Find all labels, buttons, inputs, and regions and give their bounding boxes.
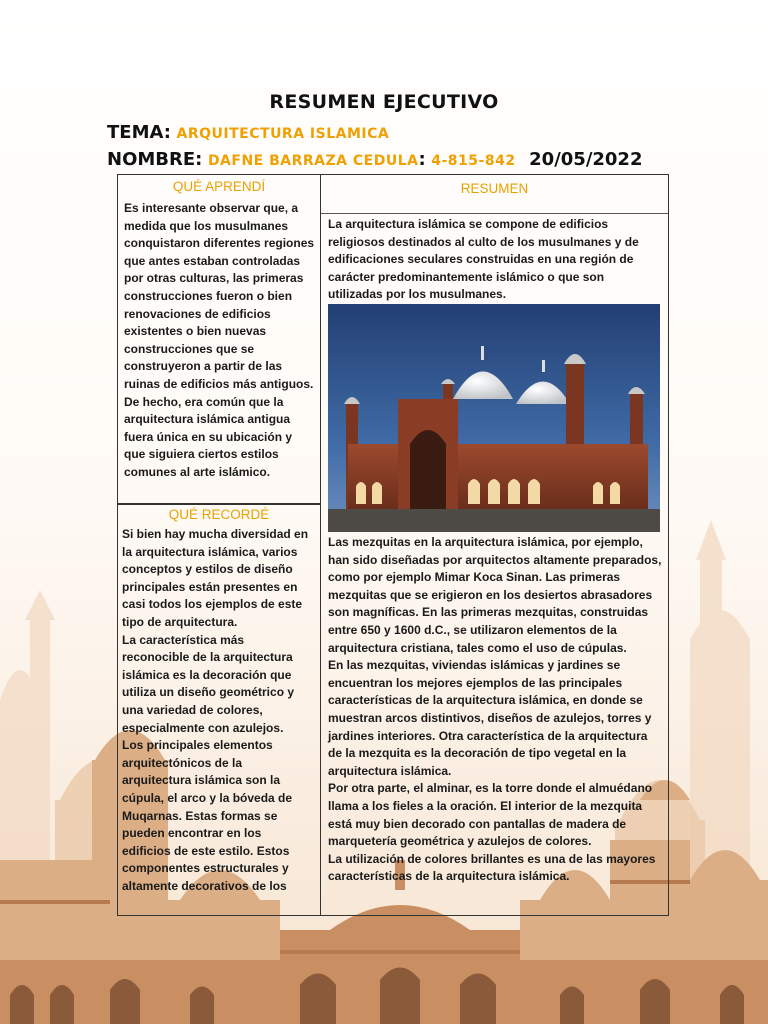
aprendi-text: Es interesante observar que, a medida que los musulmanes conquistaron diferentes regiones que antes estaban controladas por otras culturas, las primeras construcciones fueron o bien renovaciones de edificios existentes o bien nuevas construcciones que se construyeron a partir de las ruinas de edificios más antiguos. De hecho, era común que la arquitectura islámica antigua fuera única en su ubicación y que siguiera ciertos estilos comunes al arte islámico. bbox=[124, 201, 315, 479]
mosque-photo bbox=[328, 304, 660, 532]
cedula-value: 4-815-842 bbox=[431, 153, 516, 169]
tema-line bbox=[107, 122, 389, 143]
tema-label: TEMA: bbox=[107, 122, 171, 143]
nombre-separator: : bbox=[418, 149, 426, 170]
tema-value: ARQUITECTURA ISLAMICA bbox=[176, 126, 390, 142]
resumen-header: RESUMEN bbox=[460, 181, 529, 196]
resumen-header-divider bbox=[321, 213, 668, 214]
nombre-label: NOMBRE: bbox=[107, 149, 203, 170]
recorde-header: QUÉ RECORDÉ bbox=[168, 507, 270, 522]
page-title: RESUMEN EJECUTIVO bbox=[269, 91, 499, 113]
nombre-line bbox=[107, 149, 642, 170]
document-date: 20/05/2022 bbox=[529, 149, 643, 170]
resumen-body: Las mezquitas en la arquitectura islámica, por ejemplo, han sido diseñadas por arquitectos altamente preparados, como por ejemplo Mimar Koca Sinan. Las primeras mezquitas que se erigieron en los desiertos abrasadores son magníficas. En las primeras mezquitas, construidas entre 650 y 1600 d.C., se utilizaron elementos de la arquitectura cristiana, tales como el uso de cúpulas. En las mezquitas, viviendas islámicas y jardines se encuentran los mejores ejemplos de las principales características de la arquitectura islámica, en donde se muestran arcos distintivos, diseños de azulejos, torres y jardines interiores. Otra característica de la arquitectura de la mezquita es la decoración de tipo vegetal en la arquitectura islámica. Por otra parte, el alminar, es la torre donde el almuédano llama a los fieles a la oración. El interior de la mezquita está muy bien decorado con pantallas de madera de marquetería geométrica y azulejos de colores. La utilización de colores brillantes es una de las mayores características de la arquitectura islámica. bbox=[328, 535, 662, 884]
recorde-text: Si bien hay mucha diversidad en la arquitectura islámica, varios conceptos y estilos de diseño principales están presentes en casi todos los ejemplos de este tipo de arquitectura. La característica más reconocible de la arquitectura islámica es la decoración que utiliza un diseño geométrico y una variedad de colores, especialmente con azulejos. Los principales elementos arquitectónicos de la arquitectura islámica son la cúpula, el arco y la bóveda de Muqarnas. Estas formas se pueden encontrar en los edificios de este estilo. Estos componentes estructurales y altamente decorativos de los bbox=[122, 527, 309, 893]
resumen-intro: La arquitectura islámica se compone de edificios religiosos destinados al culto de los musulmanes y de edificaciones seculares construidas en una región de carácter predominantemente islámico o que son utilizadas por los musulmanes. bbox=[328, 217, 639, 302]
aprendi-header: QUÉ APRENDÍ bbox=[172, 179, 266, 194]
nombre-value: DAFNE BARRAZA CEDULA bbox=[207, 153, 419, 169]
